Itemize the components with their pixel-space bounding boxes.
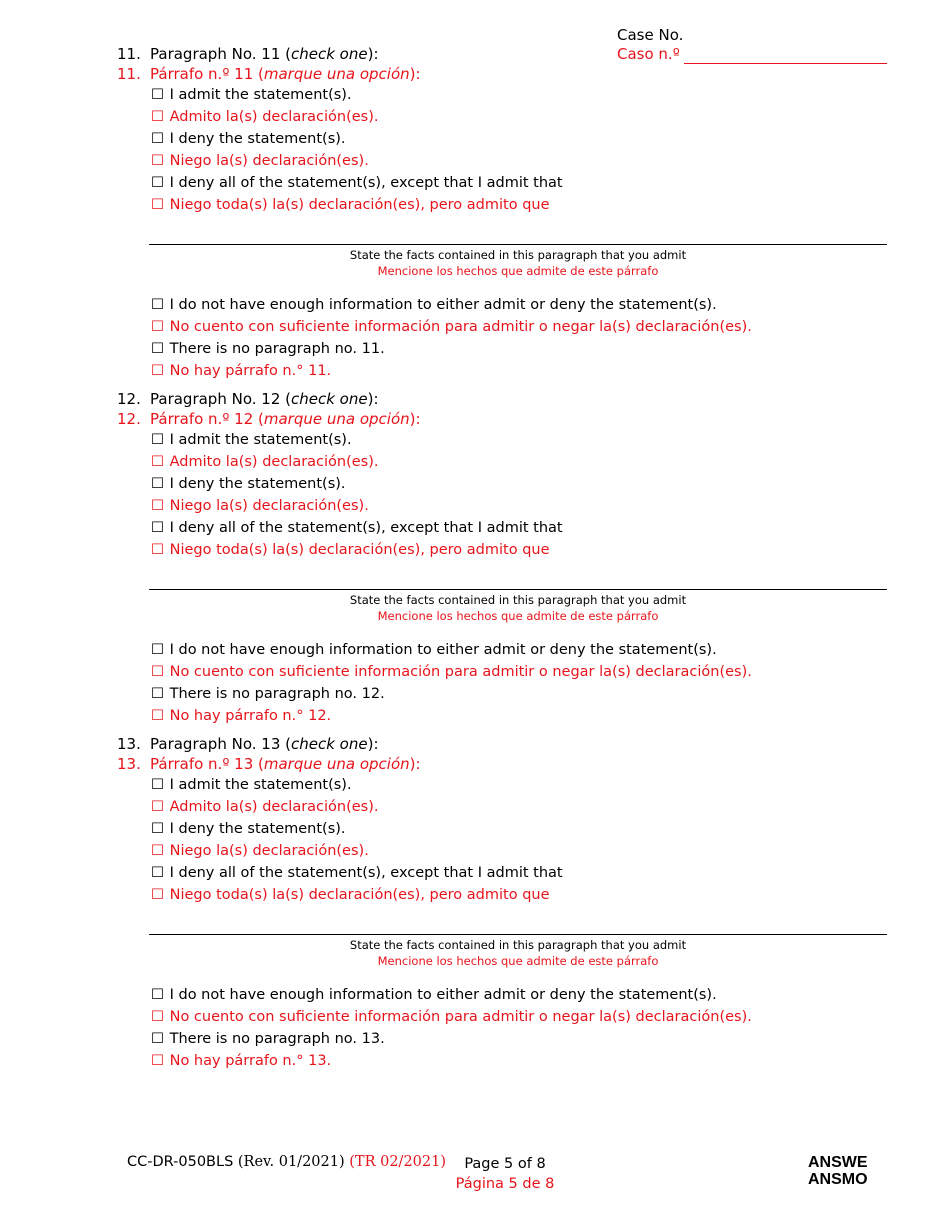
deny-checkbox-es[interactable]	[151, 495, 887, 517]
checkbox-icon[interactable]: ☐	[151, 1031, 164, 1047]
admit-checkbox-es[interactable]	[151, 106, 887, 128]
option-label: There is no paragraph no. 12.	[169, 686, 385, 702]
admit-checkbox-es[interactable]	[151, 796, 887, 818]
admit-checkbox[interactable]	[151, 429, 887, 451]
no-paragraph-checkbox[interactable]	[151, 338, 887, 360]
paragraph-heading-es	[117, 64, 887, 84]
heading-text-es: Párrafo n.º 11 (	[150, 65, 264, 83]
no-paragraph-checkbox-es[interactable]	[151, 1050, 887, 1072]
option-label: No hay párrafo n.° 11.	[169, 363, 332, 379]
option-label: No hay párrafo n.° 13.	[169, 1053, 332, 1069]
checkbox-icon[interactable]: ☐	[151, 799, 164, 815]
option-label: No cuento con suficiente información para admitir o negar la(s) declaración(es).	[169, 1009, 752, 1025]
option-label: Admito la(s) declaración(es).	[169, 799, 379, 815]
form-title-en: ANSWE	[808, 1154, 868, 1171]
paragraph-heading	[117, 44, 887, 64]
option-label: No hay párrafo n.° 12.	[169, 708, 332, 724]
paragraph-number: 11.	[117, 45, 141, 63]
no-info-checkbox[interactable]	[151, 639, 887, 661]
option-label: No cuento con suficiente información para admitir o negar la(s) declaración(es).	[169, 664, 752, 680]
heading-close: ):	[367, 735, 379, 753]
checkbox-icon[interactable]: ☐	[151, 987, 164, 1003]
heading-emphasis-es: marque una opción	[263, 755, 410, 773]
deny-checkbox[interactable]	[151, 128, 887, 150]
checkbox-icon[interactable]: ☐	[151, 865, 164, 881]
heading-close-es: ):	[409, 410, 421, 428]
option-label: I admit the statement(s).	[169, 432, 352, 448]
checkbox-icon[interactable]: ☐	[151, 454, 164, 470]
heading-text: Paragraph No. 13 (	[150, 735, 291, 753]
no-info-checkbox-es[interactable]	[151, 1006, 887, 1028]
paragraph-heading	[117, 734, 887, 754]
no-info-checkbox-es[interactable]	[151, 316, 887, 338]
heading-text-es: Párrafo n.º 12 (	[150, 410, 264, 428]
form-translation: (TR 02/2021)	[349, 1154, 446, 1170]
deny-checkbox-es[interactable]	[151, 150, 887, 172]
option-label: There is no paragraph no. 13.	[169, 1031, 385, 1047]
no-info-checkbox-es[interactable]	[151, 661, 887, 683]
option-label: Niego la(s) declaración(es).	[169, 843, 369, 859]
checkbox-icon[interactable]: ☐	[151, 297, 164, 313]
checkbox-icon[interactable]: ☐	[151, 432, 164, 448]
paragraph-heading-es	[117, 409, 887, 429]
option-label: I admit the statement(s).	[169, 87, 352, 103]
admitted-facts-field[interactable]	[149, 934, 887, 969]
heading-emphasis: check one	[290, 390, 368, 408]
option-label: I admit the statement(s).	[169, 777, 352, 793]
heading-emphasis: check one	[290, 735, 368, 753]
paragraph-number: 12.	[117, 390, 141, 408]
checkbox-icon[interactable]: ☐	[151, 197, 164, 213]
form-title	[808, 1154, 868, 1188]
option-label: Admito la(s) declaración(es).	[169, 454, 379, 470]
checkbox-icon[interactable]: ☐	[151, 363, 164, 379]
option-label: I deny all of the statement(s), except that I admit that	[169, 520, 563, 536]
heading-text-es: Párrafo n.º 13 (	[150, 755, 264, 773]
page-number-es: Página 5 de 8	[455, 1176, 555, 1192]
heading-emphasis: check one	[290, 45, 368, 63]
option-label: I do not have enough information to either admit or deny the statement(s).	[169, 297, 717, 313]
field-caption-es: Mencione los hechos que admite de este párrafo	[377, 954, 659, 968]
checkbox-icon[interactable]: ☐	[151, 319, 164, 335]
admitted-facts-field[interactable]	[149, 244, 887, 279]
admit-checkbox[interactable]	[151, 774, 887, 796]
admitted-facts-field[interactable]	[149, 589, 887, 624]
option-label: I deny all of the statement(s), except that I admit that	[169, 175, 563, 191]
paragraph-number-es: 11.	[117, 65, 141, 83]
no-paragraph-checkbox-es[interactable]	[151, 705, 887, 727]
paragraph-13-block	[117, 734, 887, 1072]
paragraph-number-es: 13.	[117, 755, 141, 773]
deny-except-checkbox-es[interactable]	[151, 884, 887, 906]
heading-close-es: ):	[409, 755, 421, 773]
checkbox-icon[interactable]: ☐	[151, 887, 164, 903]
checkbox-icon[interactable]: ☐	[151, 777, 164, 793]
no-info-checkbox[interactable]	[151, 294, 887, 316]
deny-checkbox[interactable]	[151, 473, 887, 495]
deny-except-checkbox[interactable]	[151, 172, 887, 194]
option-label: Niego la(s) declaración(es).	[169, 153, 369, 169]
option-label: No cuento con suficiente información para admitir o negar la(s) declaración(es).	[169, 319, 752, 335]
heading-emphasis-es: marque una opción	[263, 410, 410, 428]
no-info-checkbox[interactable]	[151, 984, 887, 1006]
checkbox-icon[interactable]: ☐	[151, 153, 164, 169]
field-caption-es: Mencione los hechos que admite de este párrafo	[377, 609, 659, 623]
field-caption: State the facts contained in this paragraph that you admit	[349, 593, 687, 607]
option-label: Niego toda(s) la(s) declaración(es), pero admito que	[169, 197, 550, 213]
deny-except-checkbox[interactable]	[151, 862, 887, 884]
case-number-label-es: Caso n.º	[617, 45, 680, 63]
option-label: Niego toda(s) la(s) declaración(es), pero admito que	[169, 542, 550, 558]
paragraph-11-block	[117, 44, 887, 382]
deny-except-checkbox[interactable]	[151, 517, 887, 539]
deny-except-checkbox-es[interactable]	[151, 539, 887, 561]
option-label: Niego toda(s) la(s) declaración(es), pero admito que	[169, 887, 550, 903]
checkbox-icon[interactable]: ☐	[151, 843, 164, 859]
page-number-en: Page 5 of 8	[464, 1156, 546, 1172]
paragraph-number-es: 12.	[117, 410, 141, 428]
heading-close-es: ):	[409, 65, 421, 83]
checkbox-icon[interactable]: ☐	[151, 821, 164, 837]
checkbox-icon[interactable]: ☐	[151, 642, 164, 658]
admit-checkbox[interactable]	[151, 84, 887, 106]
checkbox-icon[interactable]: ☐	[151, 131, 164, 147]
field-caption-es: Mencione los hechos que admite de este párrafo	[377, 264, 659, 278]
field-caption: State the facts contained in this paragraph that you admit	[349, 938, 687, 952]
option-label: Niego la(s) declaración(es).	[169, 498, 369, 514]
checkbox-icon[interactable]: ☐	[151, 542, 164, 558]
heading-text: Paragraph No. 12 (	[150, 390, 291, 408]
option-label: I deny the statement(s).	[169, 476, 346, 492]
checkbox-icon[interactable]: ☐	[151, 175, 164, 191]
deny-checkbox[interactable]	[151, 818, 887, 840]
heading-close: ):	[367, 390, 379, 408]
checkbox-icon[interactable]: ☐	[151, 341, 164, 357]
field-caption: State the facts contained in this paragraph that you admit	[349, 248, 687, 262]
form-title-es: ANSMO	[808, 1171, 868, 1188]
checkbox-icon[interactable]: ☐	[151, 87, 164, 103]
form-code: CC-DR-050BLS	[127, 1154, 234, 1170]
checkbox-icon[interactable]: ☐	[151, 476, 164, 492]
page-number	[440, 1154, 570, 1194]
option-label: I deny the statement(s).	[169, 131, 346, 147]
paragraph-heading-es	[117, 754, 887, 774]
checkbox-icon[interactable]: ☐	[151, 109, 164, 125]
option-label: Admito la(s) declaración(es).	[169, 109, 379, 125]
paragraph-12-block	[117, 389, 887, 727]
option-label: I deny the statement(s).	[169, 821, 346, 837]
paragraph-number: 13.	[117, 735, 141, 753]
form-revision: (Rev. 01/2021)	[237, 1154, 345, 1170]
checkbox-icon[interactable]: ☐	[151, 520, 164, 536]
deny-except-checkbox-es[interactable]	[151, 194, 887, 216]
deny-checkbox-es[interactable]	[151, 840, 887, 862]
no-paragraph-checkbox[interactable]	[151, 1028, 887, 1050]
checkbox-icon[interactable]: ☐	[151, 664, 164, 680]
option-label: I deny all of the statement(s), except that I admit that	[169, 865, 563, 881]
paragraph-heading	[117, 389, 887, 409]
option-label: There is no paragraph no. 11.	[169, 341, 385, 357]
checkbox-icon[interactable]: ☐	[151, 708, 164, 724]
no-paragraph-checkbox[interactable]	[151, 683, 887, 705]
case-number-label: Case No.	[617, 26, 684, 44]
heading-text: Paragraph No. 11 (	[150, 45, 291, 63]
form-id	[127, 1154, 446, 1170]
option-label: I do not have enough information to either admit or deny the statement(s).	[169, 642, 717, 658]
checkbox-icon[interactable]: ☐	[151, 1053, 164, 1069]
checkbox-icon[interactable]: ☐	[151, 1009, 164, 1025]
checkbox-icon[interactable]: ☐	[151, 686, 164, 702]
admit-checkbox-es[interactable]	[151, 451, 887, 473]
heading-close: ):	[367, 45, 379, 63]
no-paragraph-checkbox-es[interactable]	[151, 360, 887, 382]
checkbox-icon[interactable]: ☐	[151, 498, 164, 514]
heading-emphasis-es: marque una opción	[263, 65, 410, 83]
option-label: I do not have enough information to either admit or deny the statement(s).	[169, 987, 717, 1003]
